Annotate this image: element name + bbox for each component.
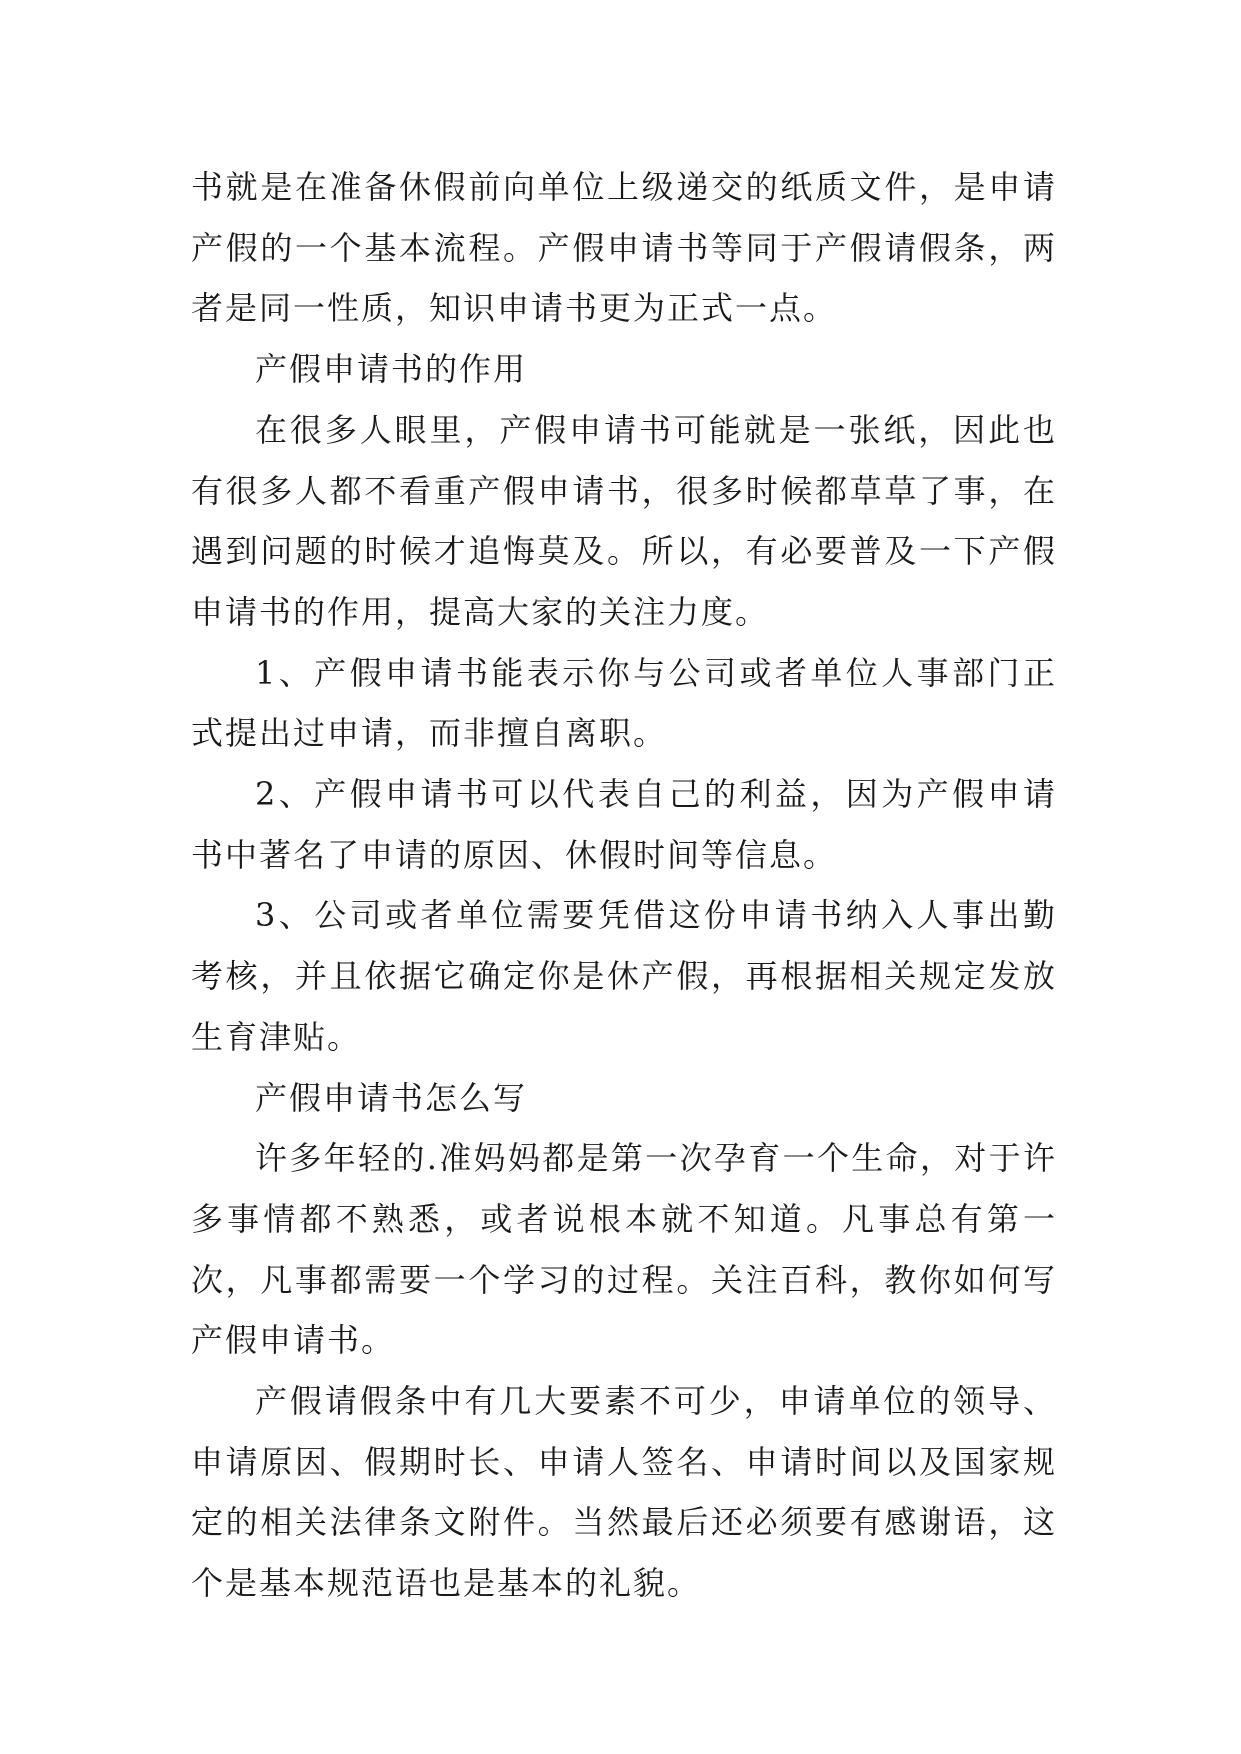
section-heading: 产假申请书的作用: [255, 350, 528, 389]
list-item: 3、公司或者单位需要凭借这份申请书纳入人事出勤考核，并且依据它确定你是休产假，再根据相关规定发放生育津贴。: [191, 896, 1057, 1056]
paragraph: 许多年轻的.准妈妈都是第一次孕育一个生命，对于许多事情都不熟悉，或者说根本就不知道。凡事总有第一次，凡事都需要一个学习的过程。关注百科，教你如何写产假申请书。: [191, 1139, 1057, 1360]
list-item: 2、产假申请书可以代表自己的利益，因为产假申请书中著名了申请的原因、休假时间等信息。: [191, 775, 1057, 874]
paragraph: 在很多人眼里，产假申请书可能就是一张纸，因此也有很多人都不看重产假申请书，很多时候都草草了事，在遇到问题的时候才追悔莫及。所以，有必要普及一下产假申请书的作用，提高大家的关注力度。: [191, 410, 1057, 631]
paragraph: 书就是在准备休假前向单位上级递交的纸质文件，是申请产假的一个基本流程。产假申请书等同于产假请假条，两者是同一性质，知识申请书更为正式一点。: [191, 168, 1057, 328]
section-heading: 产假申请书怎么写: [255, 1078, 528, 1117]
paragraph: 产假请假条中有几大要素不可少，申请单位的领导、申请原因、假期时长、申请人签名、申请时间以及国家规定的相关法律条文附件。当然最后还必须要有感谢语，这个是基本规范语也是基本的礼貌。: [191, 1382, 1057, 1603]
list-item: 1、产假申请书能表示你与公司或者单位人事部门正式提出过申请，而非擅自离职。: [191, 653, 1057, 753]
document-body: [191, 157, 1057, 1614]
